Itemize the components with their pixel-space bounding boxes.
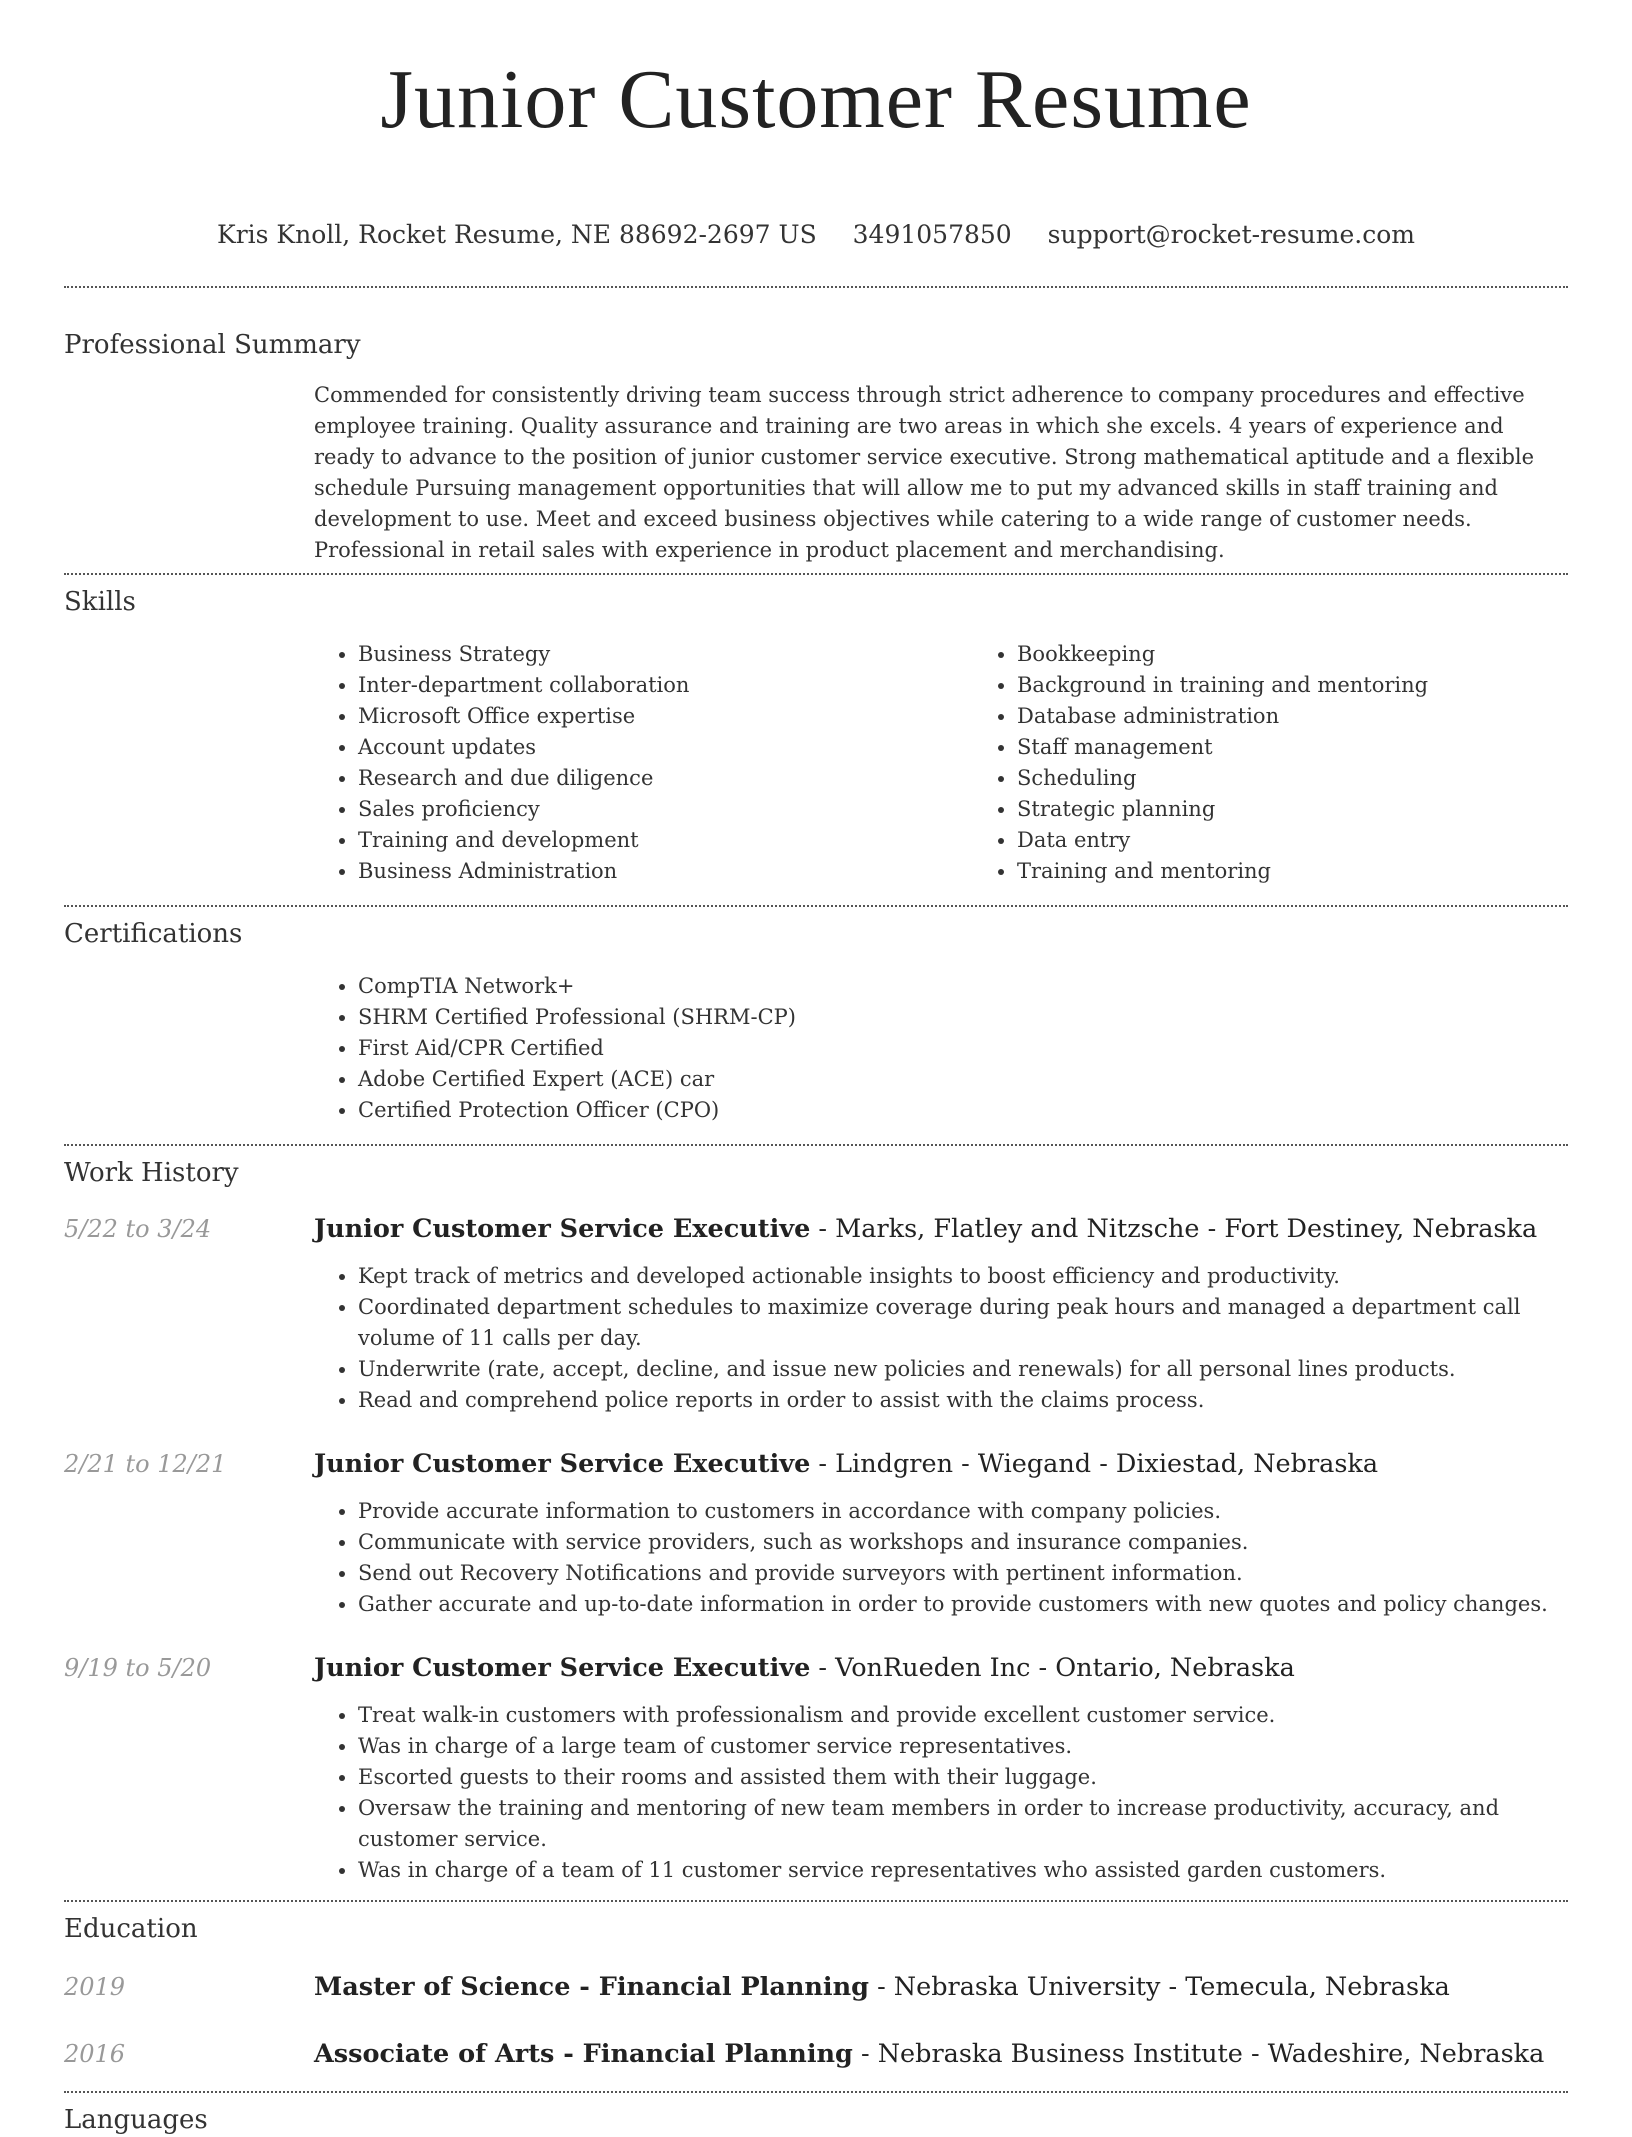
- skill-item: • Microsoft Office expertise: [358, 701, 973, 732]
- section-title-work: Work History: [64, 1158, 239, 1188]
- job-bullet: • Was in charge of a team of 11 customer service representatives who assisted garden customers.: [358, 1855, 1568, 1886]
- job-role: Junior Customer Service Executive: [314, 1449, 811, 1479]
- section-title-summary: Professional Summary: [64, 330, 361, 360]
- job-bullet: • Treat walk-in customers with professionalism and provide excellent customer service.: [358, 1700, 1568, 1731]
- work-dates: 9/19 to 5/20: [64, 1654, 212, 1682]
- skill-item: • Staff management: [1017, 732, 1632, 763]
- divider: [64, 573, 1568, 575]
- skills-row: [64, 639, 1568, 887]
- skill-item: • Business Administration: [358, 856, 973, 887]
- certifications-list: [314, 971, 1568, 1126]
- job-bullets: [314, 1261, 1568, 1416]
- education-school: - Nebraska Business Institute - Wadeshire, Nebraska: [852, 2039, 1545, 2069]
- job-bullet: • Read and comprehend police reports in order to assist with the claims process.: [358, 1385, 1568, 1416]
- certification-item: • CompTIA Network+: [358, 971, 1568, 1002]
- work-entry: [64, 1447, 1568, 1620]
- skill-item: • Business Strategy: [358, 639, 973, 670]
- job-bullets: [314, 1496, 1568, 1620]
- education-degree: Associate of Arts - Financial Planning: [314, 2039, 853, 2069]
- job-role: Junior Customer Service Executive: [314, 1653, 811, 1683]
- education-entry: [64, 1970, 1568, 2004]
- job-bullets: [314, 1700, 1568, 1886]
- divider: [64, 1144, 1568, 1146]
- skill-item: • Training and mentoring: [1017, 856, 1632, 887]
- certification-item: • SHRM Certified Professional (SHRM-CP): [358, 1002, 1568, 1033]
- certifications-row: [64, 971, 1568, 1126]
- education-degree: Master of Science - Financial Planning: [314, 1972, 869, 2002]
- skills-list-left: [314, 639, 973, 887]
- job-bullet: • Send out Recovery Notifications and provide surveyors with pertinent information.: [358, 1558, 1568, 1589]
- section-title-education: Education: [64, 1914, 198, 1944]
- job-bullet: • Coordinated department schedules to maximize coverage during peak hours and managed a department call volume of 11 calls per day.: [358, 1292, 1568, 1354]
- job-company: - Marks, Flatley and Nitzsche - Fort Destiney, Nebraska: [810, 1214, 1538, 1244]
- contact-phone: 3491057850: [852, 220, 1012, 249]
- work-dates: 5/22 to 3/24: [64, 1215, 212, 1243]
- education-heading: [314, 2037, 1568, 2071]
- certification-item: • Adobe Certified Expert (ACE) car: [358, 1064, 1568, 1095]
- section-title-certifications: Certifications: [64, 919, 243, 949]
- section-title-skills: Skills: [64, 587, 136, 617]
- job-heading: [314, 1651, 1568, 1685]
- contact-address: Kris Knoll, Rocket Resume, NE 88692-2697 US: [217, 220, 817, 249]
- skill-item: • Account updates: [358, 732, 973, 763]
- job-heading: [314, 1212, 1568, 1246]
- skill-item: • Background in training and mentoring: [1017, 670, 1632, 701]
- certification-item: • Certified Protection Officer (CPO): [358, 1095, 1568, 1126]
- skill-item: • Training and development: [358, 825, 973, 856]
- education-school: - Nebraska University - Temecula, Nebraska: [868, 1972, 1450, 2002]
- job-bullet: • Underwrite (rate, accept, decline, and issue new policies and renewals) for all personal lines products.: [358, 1354, 1568, 1385]
- skill-item: • Data entry: [1017, 825, 1632, 856]
- section-title-languages: Languages: [64, 2105, 208, 2135]
- job-company: - VonRueden Inc - Ontario, Nebraska: [810, 1653, 1295, 1683]
- education-entry: [64, 2037, 1568, 2071]
- contact-line: [0, 218, 1632, 252]
- job-bullet: • Communicate with service providers, such as workshops and insurance companies.: [358, 1527, 1568, 1558]
- divider: [64, 905, 1568, 907]
- work-entry: [64, 1651, 1568, 1886]
- skill-item: • Scheduling: [1017, 763, 1632, 794]
- summary-text: Commended for consistently driving team success through strict adherence to company procedures and effective employee training. Quality assurance and training are two areas in which she excels. 4 years of experience and ready to advance to the position of junior customer service executive. Strong mathematical aptitude and a flexible schedule Pursuing management opportunities that will allow me to put my advanced skills in staff training and development to use. Meet and exceed business objectives while catering to a wide range of customer needs. Professional in retail sales with experience in product placement and merchandising.: [314, 383, 1535, 562]
- education-heading: [314, 1970, 1568, 2004]
- education-year: 2016: [64, 2040, 126, 2068]
- job-heading: [314, 1447, 1568, 1481]
- job-bullet: • Escorted guests to their rooms and assisted them with their luggage.: [358, 1762, 1568, 1793]
- skill-item: • Strategic planning: [1017, 794, 1632, 825]
- divider: [64, 286, 1568, 288]
- job-bullet: • Provide accurate information to customers in accordance with company policies.: [358, 1496, 1568, 1527]
- job-role: Junior Customer Service Executive: [314, 1214, 811, 1244]
- contact-email: support@rocket-resume.com: [1047, 220, 1415, 249]
- job-bullet: • Was in charge of a large team of customer service representatives.: [358, 1731, 1568, 1762]
- work-dates: 2/21 to 12/21: [64, 1450, 227, 1478]
- certification-item: • First Aid/CPR Certified: [358, 1033, 1568, 1064]
- skill-item: • Bookkeeping: [1017, 639, 1632, 670]
- education-year: 2019: [64, 1973, 126, 2001]
- skill-item: • Database administration: [1017, 701, 1632, 732]
- skills-list-right: [973, 639, 1632, 887]
- skill-item: • Research and due diligence: [358, 763, 973, 794]
- skill-item: • Inter-department collaboration: [358, 670, 973, 701]
- divider: [64, 1900, 1568, 1902]
- job-bullet: • Gather accurate and up-to-date information in order to provide customers with new quotes and policy changes.: [358, 1589, 1568, 1620]
- work-entry: [64, 1212, 1568, 1416]
- divider: [64, 2091, 1568, 2093]
- job-bullet: • Oversaw the training and mentoring of new team members in order to increase productivity, accuracy, and customer service.: [358, 1793, 1568, 1855]
- job-company: - Lindgren - Wiegand - Dixiestad, Nebraska: [810, 1449, 1379, 1479]
- summary-row: [64, 380, 1568, 566]
- skill-item: • Sales proficiency: [358, 794, 973, 825]
- job-bullet: • Kept track of metrics and developed actionable insights to boost efficiency and productivity.: [358, 1261, 1568, 1292]
- page-title: Junior Customer Resume: [380, 53, 1252, 146]
